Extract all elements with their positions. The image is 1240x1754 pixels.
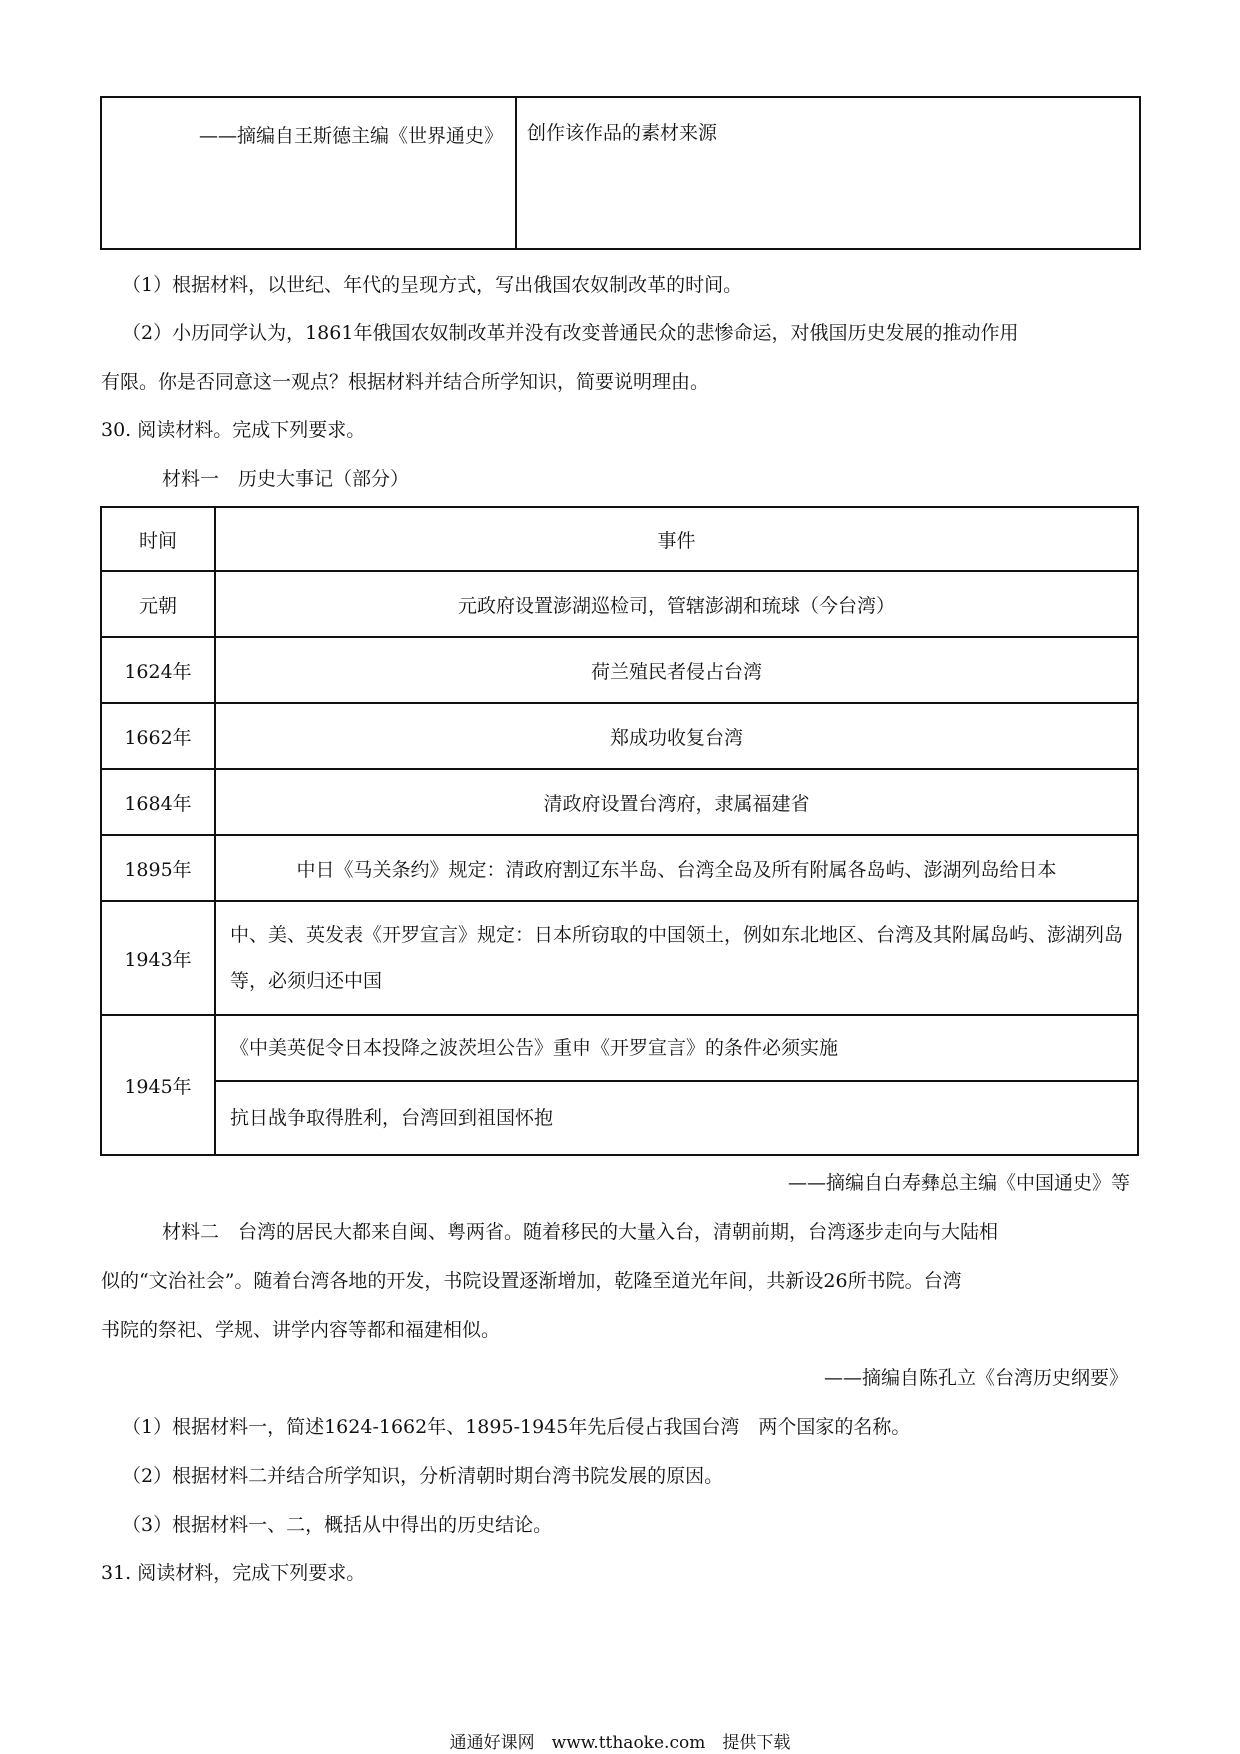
- material2-source: ——摘编自陈孔立《台湾历史纲要》: [823, 1367, 1128, 1389]
- q31-heading: 31. 阅读材料，完成下列要求。: [101, 1562, 366, 1584]
- row-time: 1624年: [101, 637, 215, 703]
- page-footer: 通通好课网 www.tthaoke.com 提供下载: [449, 1733, 791, 1753]
- row-time: 1943年: [101, 901, 215, 1015]
- table-row: [101, 835, 1138, 901]
- history-events-table: [100, 506, 1139, 1156]
- header-time: 时间: [101, 507, 215, 571]
- q30-material1-label: 材料一 历史大事记（部分）: [162, 468, 410, 490]
- q29-sub1: （1）根据材料，以世纪、年代的呈现方式，写出俄国农奴制改革的时间。: [122, 274, 743, 296]
- row-time: 1895年: [101, 835, 215, 901]
- table-row: [101, 637, 1138, 703]
- row-event: 元政府设置澎湖巡检司，管辖澎湖和琉球（今台湾）: [215, 571, 1138, 637]
- material2-line2: 似的“文治社会”。随着台湾各地的开发，书院设置逐渐增加，乾隆至道光年间，共新设26所书院。台湾: [101, 1270, 962, 1292]
- row-time: 1662年: [101, 703, 215, 769]
- q30-sub1: （1）根据材料一，简述1624-1662年、1895-1945年先后侵占我国台湾 两个国家的名称。: [122, 1416, 911, 1438]
- q30-sub3: （3）根据材料一、二，概括从中得出的历史结论。: [122, 1514, 553, 1536]
- row-time: 1945年: [101, 1015, 215, 1155]
- table-row: [101, 1015, 1138, 1081]
- material2-line3: 书院的祭祀、学规、讲学内容等都和福建相似。: [101, 1319, 501, 1341]
- row-time: 1684年: [101, 769, 215, 835]
- table-row: [101, 1081, 1138, 1155]
- source-citation-cell: ——摘编自王斯德主编《世界通史》: [101, 97, 516, 249]
- header-event: 事件: [215, 507, 1138, 571]
- source-description-cell: 创作该作品的素材来源: [516, 97, 1140, 249]
- source-table: [100, 96, 1141, 250]
- q29-sub2-line2: 有限。你是否同意这一观点？根据材料并结合所学知识，简要说明理由。: [101, 371, 710, 393]
- row-event: 清政府设置台湾府，隶属福建省: [215, 769, 1138, 835]
- row-event: 荷兰殖民者侵占台湾: [215, 637, 1138, 703]
- row-event: 中日《马关条约》规定：清政府割辽东半岛、台湾全岛及所有附属各岛屿、澎湖列岛给日本: [215, 835, 1138, 901]
- table-row: [101, 571, 1138, 637]
- table-header-row: [101, 507, 1138, 571]
- row-event: 抗日战争取得胜利，台湾回到祖国怀抱: [215, 1081, 1138, 1155]
- table-row: [101, 703, 1138, 769]
- row-event: 《中美英促令日本投降之波茨坦公告》重申《开罗宣言》的条件必须实施: [215, 1015, 1138, 1081]
- table-row: [101, 769, 1138, 835]
- row-time: 元朝: [101, 571, 215, 637]
- q30-sub2: （2）根据材料二并结合所学知识，分析清朝时期台湾书院发展的原因。: [122, 1465, 724, 1487]
- material1-source: ——摘编自白寿彝总主编《中国通史》等: [787, 1172, 1130, 1194]
- row-event: 郑成功收复台湾: [215, 703, 1138, 769]
- q30-heading: 30. 阅读材料。完成下列要求。: [101, 419, 366, 441]
- table-row: [101, 901, 1138, 1015]
- material2-line1: 材料二 台湾的居民大都来自闽、粤两省。随着移民的大量入台，清朝前期，台湾逐步走向与大陆相: [162, 1221, 999, 1243]
- q29-sub2-line1: （2）小历同学认为，1861年俄国农奴制改革并没有改变普通民众的悲惨命运，对俄国历史发展的推动作用: [122, 322, 1019, 344]
- row-event: 中、美、英发表《开罗宣言》规定：日本所窃取的中国领土，例如东北地区、台湾及其附属岛屿、澎湖列岛等，必须归还中国: [215, 901, 1138, 1015]
